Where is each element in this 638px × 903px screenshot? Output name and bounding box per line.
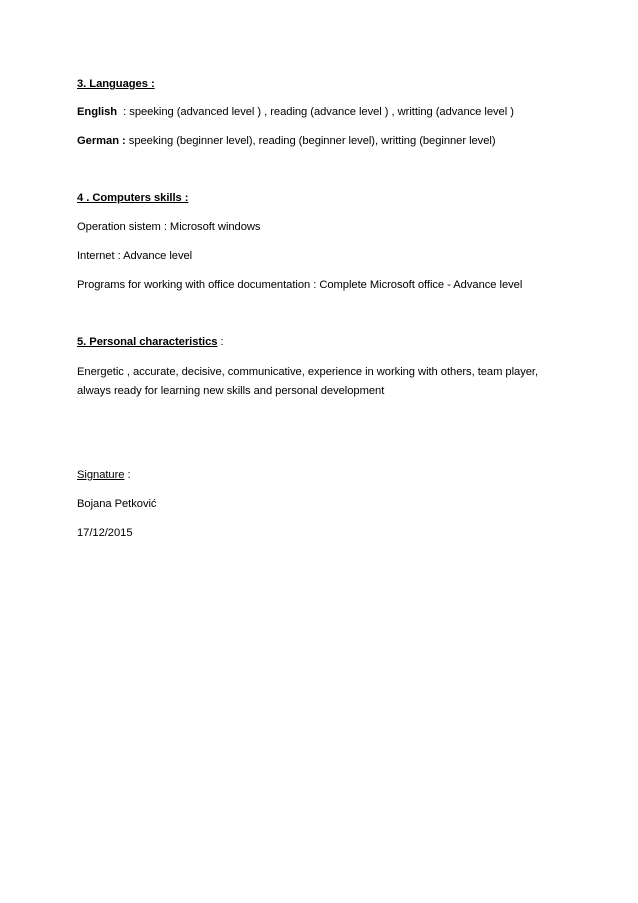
signature-label-line (77, 467, 131, 483)
english-line (77, 104, 514, 120)
personal-heading: 5. Personal characteristics (77, 336, 218, 348)
signature-date: 17/12/2015 (77, 527, 133, 539)
english-text: : speeking (advanced level ) , reading (advance level ) , writting (advance level ) (117, 106, 514, 118)
computers-heading: 4 . Computers skills : (77, 192, 189, 204)
languages-heading: 3. Languages : (77, 78, 155, 90)
german-label: German : (77, 135, 126, 147)
personal-text: Energetic , accurate, decisive, communicative, experience in working with others, team player, always ready for learning new skills and personal development (77, 366, 539, 397)
os-line: Operation sistem : Microsoft windows (77, 221, 261, 233)
internet-line: Internet : Advance level (77, 250, 193, 262)
german-text: speeking (beginner level), reading (beginner level), writting (beginner level) (125, 135, 496, 147)
english-label: English (77, 106, 118, 118)
personal-heading-line (77, 334, 224, 350)
signature-label-suffix: : (124, 469, 131, 481)
office-line: Programs for working with office documentation : Complete Microsoft office - Advance level (77, 279, 523, 291)
german-line (77, 133, 496, 149)
signature-name: Bojana Petković (77, 498, 157, 510)
personal-heading-suffix: : (217, 336, 224, 348)
signature-label: Signature (77, 469, 125, 481)
